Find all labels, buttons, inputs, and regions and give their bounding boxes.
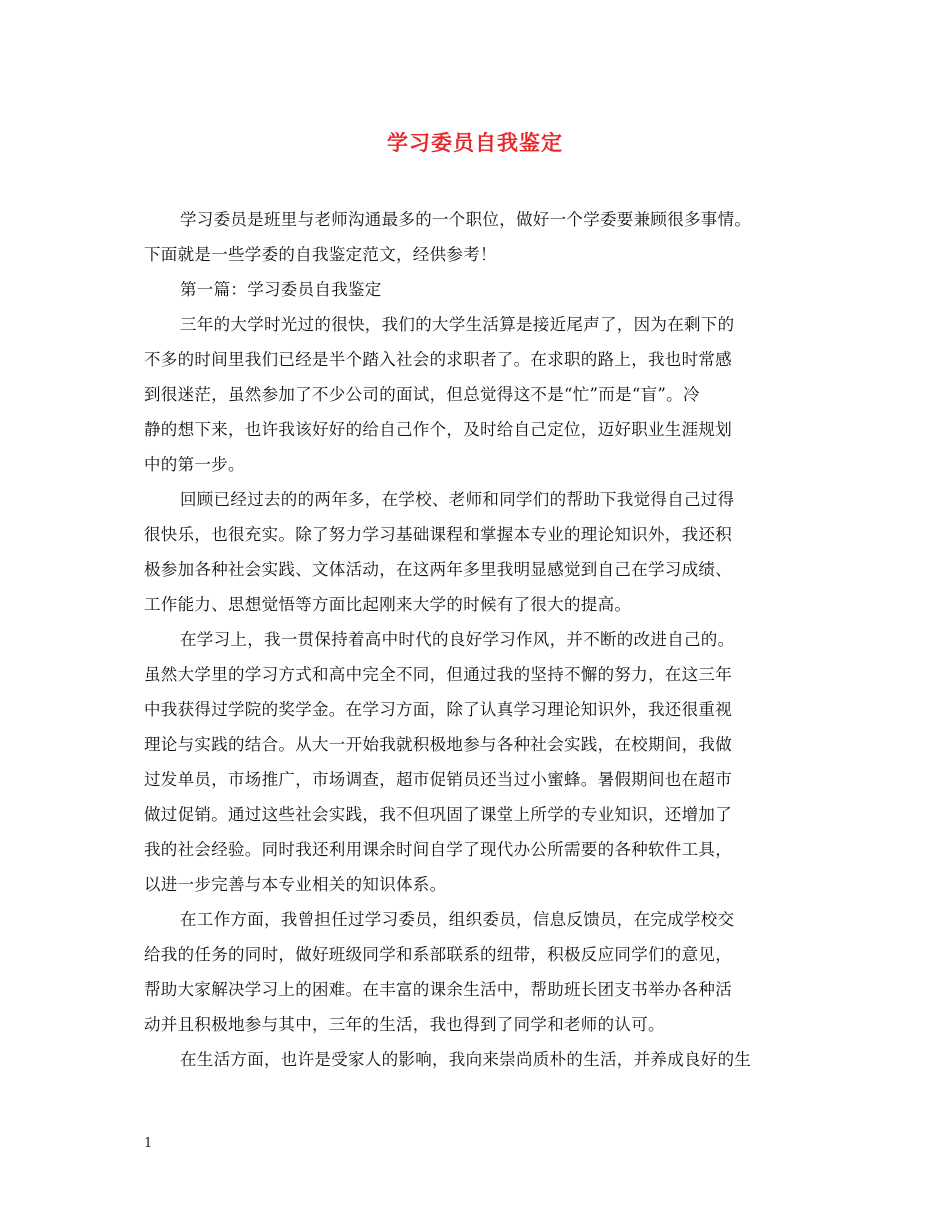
text-line: 很快乐，也很充实。除了努力学习基础课程和掌握本专业的理论知识外，我还积 <box>144 525 732 544</box>
text-line: 回顾已经过去的的两年多，在学校、老师和同学们的帮助下我觉得自己过得 <box>180 490 735 509</box>
text-line: 以进一步完善与本专业相关的知识体系。 <box>144 875 447 894</box>
text-line: 过发单员，市场推广，市场调查，超市促销员还当过小蜜蜂。暑假期间也在超市 <box>144 770 732 789</box>
text-line: 极参加各种社会实践、文体活动，在这两年多里我明显感觉到自己在学习成绩、 <box>144 560 732 579</box>
text-line: 做过促销。通过这些社会实践，我不但巩固了课堂上所学的专业知识，还增加了 <box>144 805 732 824</box>
text-line: 第一篇：学习委员自我鉴定 <box>180 280 382 299</box>
text-line: 理论与实践的结合。从大一开始我就积极地参与各种社会实践，在校期间，我做 <box>144 735 732 754</box>
text-line: 到很迷茫，虽然参加了不少公司的面试，但总觉得这不是“忙”而是“盲”。冷 <box>144 385 700 404</box>
text-line: 不多的时间里我们已经是半个踏入社会的求职者了。在求职的路上，我也时常感 <box>144 350 732 369</box>
text-line: 虽然大学里的学习方式和高中完全不同，但通过我的坚持不懈的努力，在这三年 <box>144 665 732 684</box>
document-title: 学习委员自我鉴定 <box>387 130 563 155</box>
text-line: 中我获得过学院的奖学金。在学习方面，除了认真学习理论知识外，我还很重视 <box>144 700 732 719</box>
text-line: 动并且积极地参与其中，三年的生活，我也得到了同学和老师的认可。 <box>144 1015 665 1034</box>
text-line: 在生活方面，也许是受家人的影响，我向来崇尚质朴的生活，并养成良好的生 <box>180 1050 752 1069</box>
text-line: 帮助大家解决学习上的困难。在丰富的课余生活中，帮助班长团支书举办各种活 <box>144 980 732 999</box>
text-line: 给我的任务的同时，做好班级同学和系部联系的纽带，积极反应同学们的意见， <box>144 945 732 964</box>
document-body <box>144 202 812 1077</box>
text-line: 学习委员是班里与老师沟通最多的一个职位，做好一个学委要兼顾很多事情。 <box>180 210 752 229</box>
text-line: 在学习上，我一贯保持着高中时代的良好学习作风，并不断的改进自己的。 <box>180 630 735 649</box>
text-line: 中的第一步。 <box>144 455 245 474</box>
text-line: 三年的大学时光过的很快，我们的大学生活算是接近尾声了，因为在剩下的 <box>180 315 735 334</box>
text-line: 我的社会经验。同时我还利用课余时间自学了现代办公所需要的各种软件工具， <box>144 840 732 859</box>
text-line: 下面就是一些学委的自我鉴定范文，经供参考！ <box>144 245 497 264</box>
text-line: 在工作方面，我曾担任过学习委员，组织委员，信息反馈员，在完成学校交 <box>180 910 735 929</box>
text-line: 静的想下来，也许我该好好的给自己作个，及时给自己定位，迈好职业生涯规划 <box>144 420 732 439</box>
text-line: 工作能力、思想觉悟等方面比起刚来大学的时候有了很大的提高。 <box>144 595 632 614</box>
page-number: 1 <box>144 1136 153 1151</box>
